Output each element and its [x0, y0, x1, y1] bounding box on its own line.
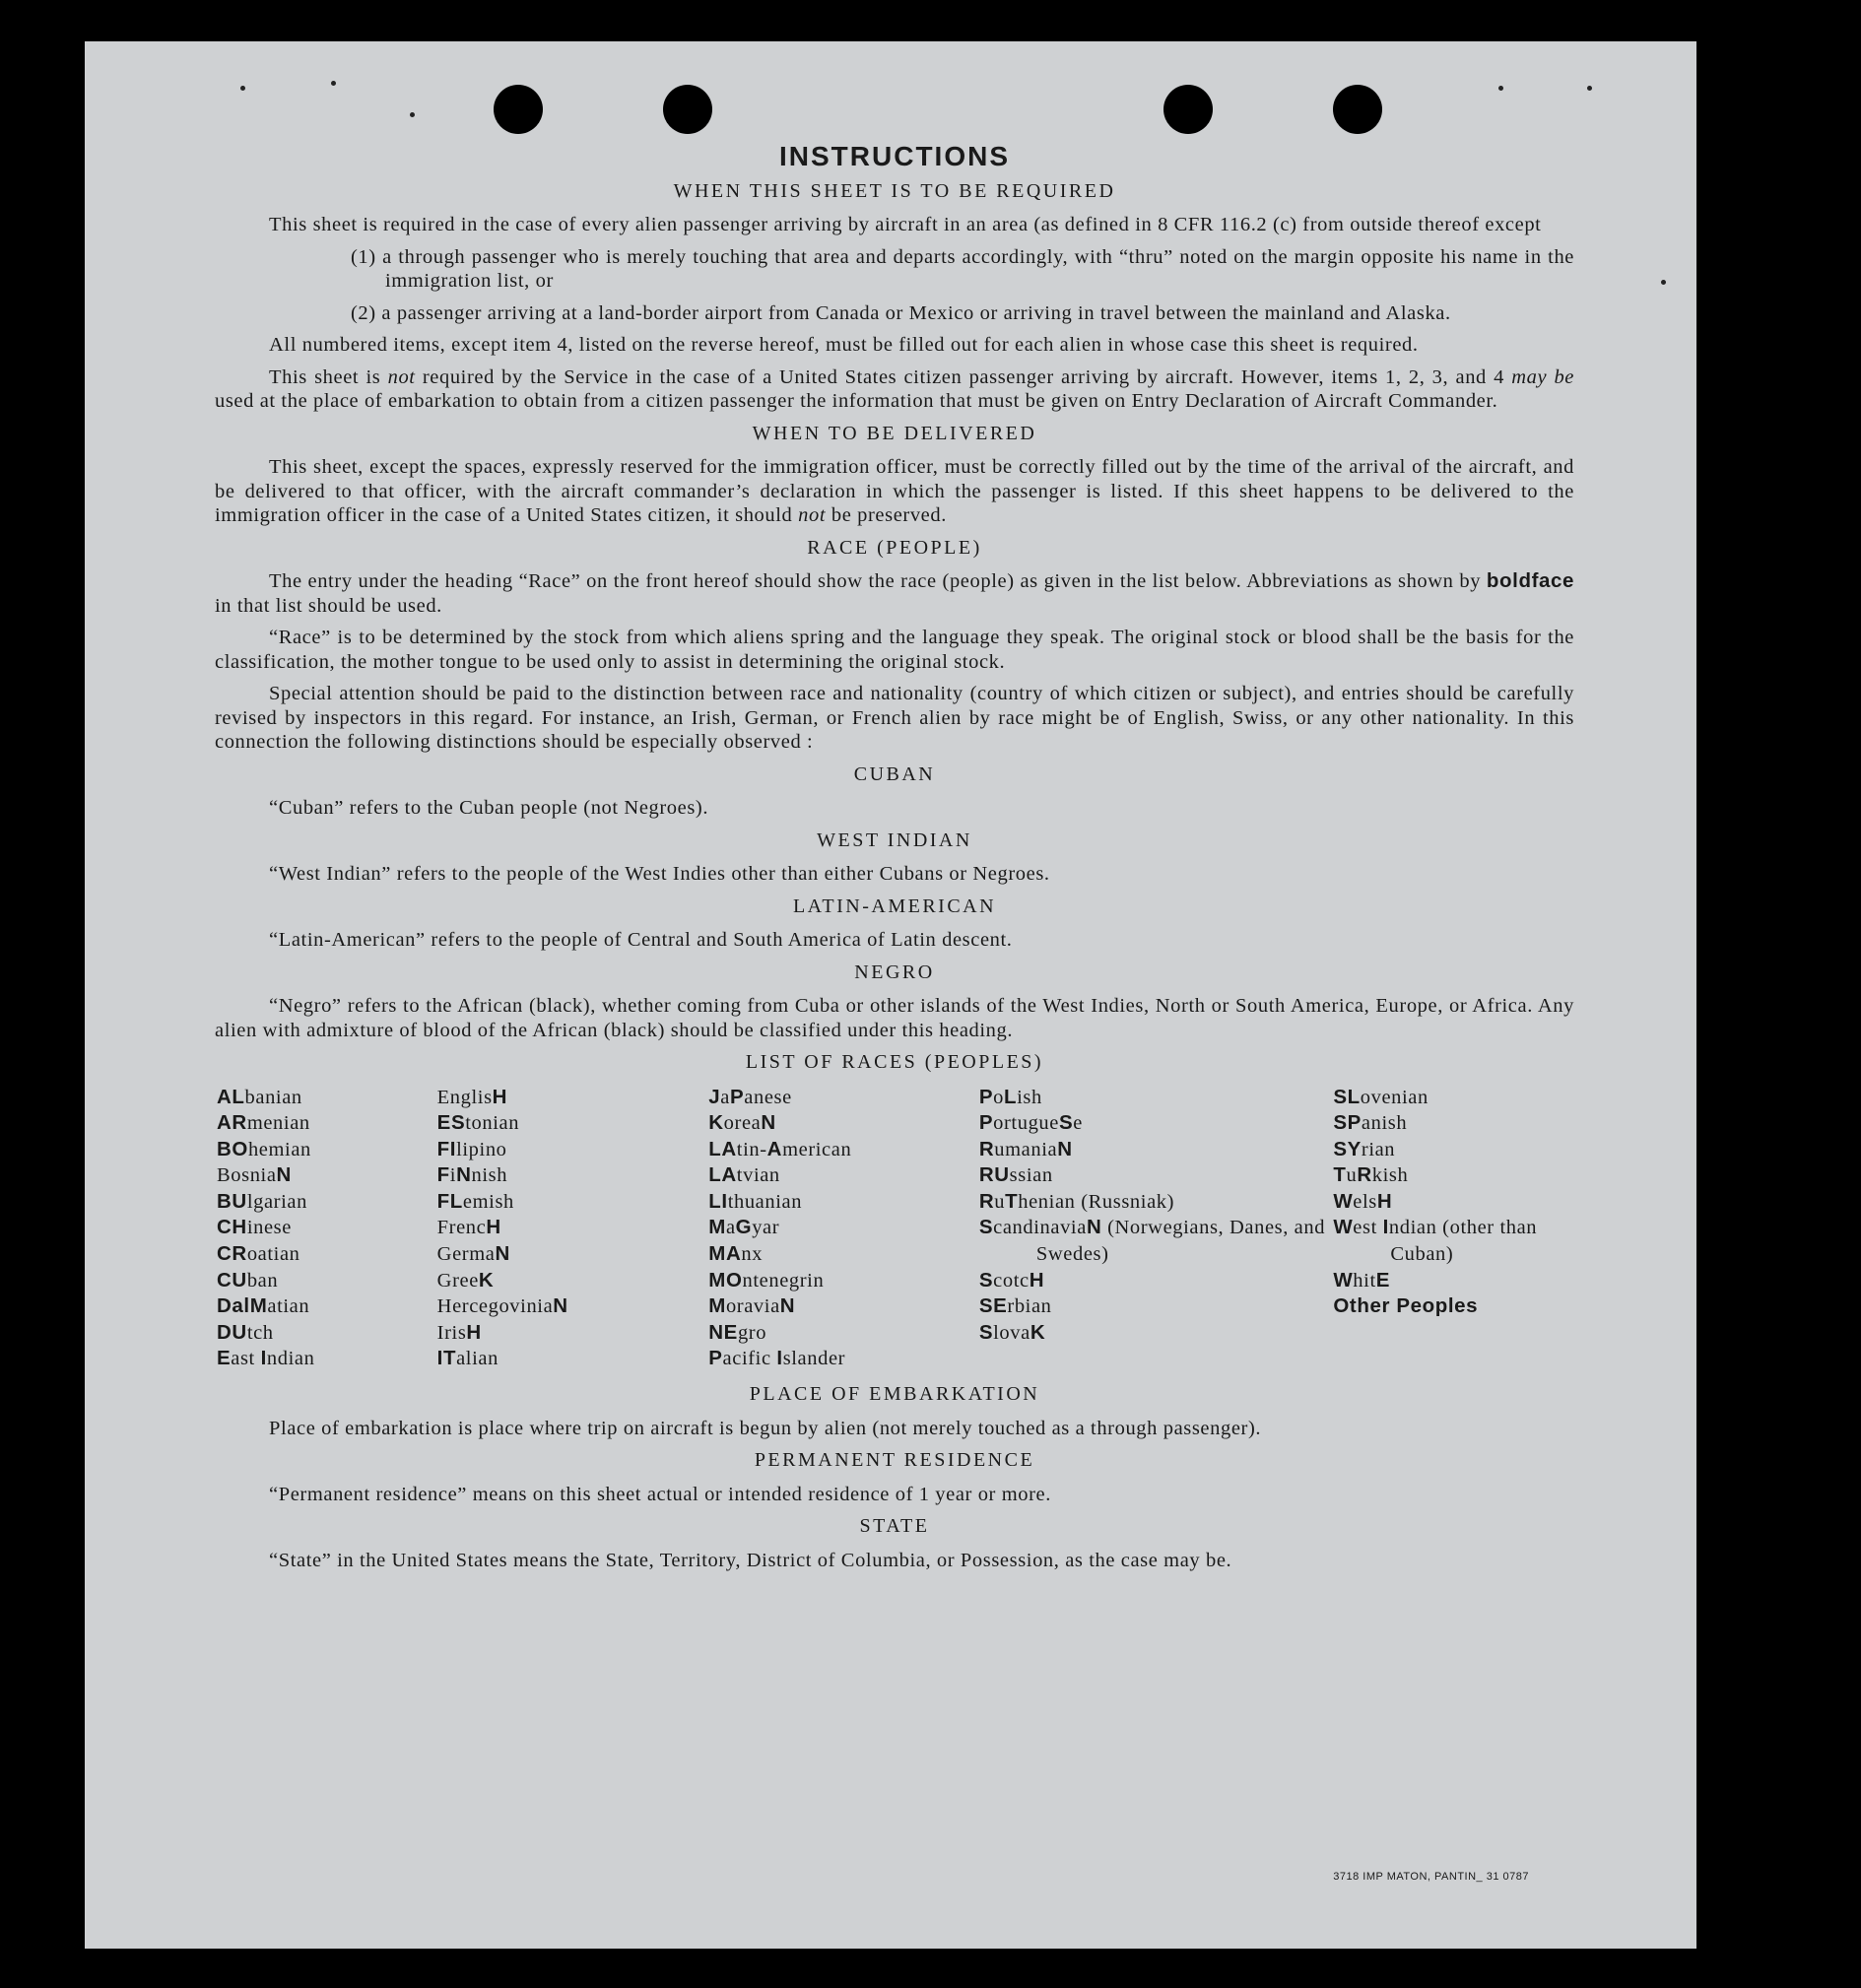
speck	[1661, 280, 1666, 285]
race-text: acific	[722, 1348, 777, 1370]
race-text: tin-	[736, 1138, 767, 1160]
race-abbrev: T	[1333, 1163, 1347, 1187]
race-entry	[1333, 1085, 1574, 1111]
race-abbrev: IT	[436, 1347, 457, 1370]
race-text: emish	[462, 1190, 514, 1213]
race-text: Frenc	[436, 1217, 487, 1239]
race-text: ndian	[266, 1348, 315, 1370]
race-abbrev: I	[776, 1347, 783, 1370]
paragraph: This sheet, except the spaces, expressly reserved for the immigration officer, must be correctly filled out by the time of the arrival of the aircraft, and be delivered to that officer, with the aircraft commander’s declaration in which the passenger is listed. If this sheet happens to be delivered to the immigration officer in the case of a United States citizen, it should not be preserved.	[215, 456, 1574, 526]
race-text: henian (Russniak)	[1018, 1190, 1175, 1213]
race-entry	[217, 1189, 437, 1216]
race-text: Hercegovinia	[436, 1295, 554, 1318]
race-text: kish	[1371, 1164, 1409, 1187]
race-abbrev: M	[708, 1294, 726, 1318]
emphasis: not	[387, 365, 416, 388]
race-text: yar	[752, 1217, 780, 1239]
race-text: nish	[471, 1164, 508, 1187]
race-entry	[979, 1215, 1333, 1267]
race-abbrev: R	[1357, 1163, 1372, 1187]
race-text: oatian	[246, 1243, 300, 1266]
race-text: alian	[456, 1348, 498, 1370]
race-abbrev: Dal	[217, 1294, 250, 1318]
race-text: (Norwegians, Danes, and Swedes)	[1035, 1217, 1326, 1266]
races-list	[217, 1085, 1574, 1373]
race-abbrev: MA	[708, 1242, 742, 1266]
race-entry	[437, 1162, 709, 1189]
heading-race: RACE (PEOPLE)	[807, 536, 982, 559]
race-entry	[437, 1293, 709, 1320]
race-abbrev: SL	[1333, 1085, 1361, 1108]
heading-negro: NEGRO	[854, 961, 935, 983]
heading-when-delivered: WHEN TO BE DELIVERED	[752, 422, 1037, 444]
heading-cuban: CUBAN	[853, 762, 936, 785]
race-abbrev: L	[1004, 1085, 1018, 1108]
race-abbrev: G	[735, 1216, 753, 1239]
race-text: rian	[1361, 1138, 1396, 1160]
heading-permanent-residence: PERMANENT RESIDENCE	[754, 1449, 1035, 1472]
race-abbrev: N	[1086, 1216, 1102, 1239]
race-abbrev: R	[978, 1189, 995, 1213]
races-column	[217, 1085, 437, 1373]
race-text: hemian	[247, 1138, 311, 1160]
race-abbrev: H	[1376, 1189, 1393, 1213]
exception-item: (2) a passenger arriving at a land-border airport from Canada or Mexico or arriving in travel between the mainland and Alaska.	[351, 301, 1451, 324]
race-entry	[708, 1215, 979, 1241]
race-abbrev: P	[978, 1111, 994, 1135]
race-text: oravia	[725, 1295, 780, 1318]
race-abbrev: W	[1333, 1189, 1354, 1213]
race-text: ortugue	[993, 1112, 1059, 1135]
race-text: u	[1346, 1164, 1358, 1187]
race-text: thuanian	[727, 1190, 803, 1213]
race-entry	[437, 1241, 709, 1268]
race-entry	[708, 1320, 979, 1347]
race-text: a	[725, 1217, 736, 1239]
race-text: anese	[744, 1086, 792, 1108]
race-text: lipino	[456, 1138, 507, 1160]
race-entry	[708, 1137, 979, 1163]
race-text: candinavia	[993, 1217, 1087, 1239]
race-entry	[979, 1189, 1333, 1216]
race-entry	[437, 1215, 709, 1241]
race-text: o	[993, 1086, 1004, 1108]
race-abbrev: CH	[217, 1216, 247, 1239]
race-abbrev: N	[779, 1294, 796, 1318]
race-text: ssian	[1009, 1164, 1053, 1187]
race-abbrev: FI	[436, 1137, 457, 1160]
race-entry	[217, 1162, 437, 1189]
race-text: ovenian	[1360, 1086, 1429, 1108]
race-abbrev: N	[1057, 1137, 1073, 1160]
race-entry	[708, 1293, 979, 1320]
race-abbrev: Other Peoples	[1333, 1294, 1479, 1318]
race-abbrev: LA	[708, 1137, 737, 1160]
race-text: ish	[1017, 1086, 1042, 1108]
race-abbrev: SE	[978, 1294, 1008, 1318]
race-abbrev: I	[260, 1347, 267, 1370]
race-text: Gree	[436, 1269, 479, 1292]
race-abbrev: DU	[217, 1320, 247, 1344]
heading-west-indian: WEST INDIAN	[817, 828, 972, 851]
paragraph: This sheet is not required by the Service in the case of a United States citizen passenger arriving by aircraft. However, items 1, 2, 3, and 4 may be used at the place of embarkation to obtain from a citizen passenger the information that must be given on Entry Declaration of Aircraft Commander.	[215, 365, 1575, 412]
race-text: tch	[246, 1321, 274, 1344]
race-entry	[979, 1085, 1333, 1111]
race-text: lova	[993, 1321, 1030, 1344]
race-abbrev: N	[553, 1294, 568, 1318]
document-sheet	[85, 41, 1696, 1949]
race-abbrev: T	[1005, 1189, 1019, 1213]
race-text: u	[994, 1190, 1006, 1213]
heading-list-of-races: LIST OF RACES (PEOPLES)	[745, 1051, 1044, 1073]
race-abbrev: BO	[217, 1137, 248, 1160]
race-abbrev: SY	[1333, 1137, 1362, 1160]
race-abbrev: I	[1382, 1216, 1389, 1239]
heading-latin-american: LATIN-AMERICAN	[792, 895, 997, 917]
race-entry	[437, 1110, 709, 1137]
race-entry	[708, 1189, 979, 1216]
race-text: hit	[1353, 1269, 1376, 1292]
race-abbrev: MO	[708, 1268, 743, 1292]
race-text: tonian	[465, 1112, 520, 1135]
race-abbrev: LI	[708, 1189, 728, 1213]
race-abbrev: M	[249, 1294, 268, 1318]
race-entry	[708, 1268, 979, 1294]
race-abbrev: SP	[1333, 1111, 1362, 1135]
paragraph: “Permanent residence” means on this sheet actual or intended residence of 1 year or more.	[269, 1483, 1051, 1505]
race-entry	[708, 1346, 979, 1372]
race-text: Englis	[436, 1086, 493, 1108]
race-entry	[437, 1137, 709, 1163]
race-abbrev: P	[708, 1347, 723, 1370]
race-text: banian	[244, 1086, 302, 1108]
race-entry	[1333, 1137, 1574, 1163]
paragraph: “State” in the United States means the State, Territory, District of Columbia, or Possession, as the case may be.	[269, 1549, 1232, 1571]
race-abbrev: H	[486, 1216, 501, 1239]
race-entry	[1333, 1293, 1574, 1320]
race-entry	[708, 1241, 979, 1268]
race-entry	[217, 1268, 437, 1294]
race-entry	[979, 1162, 1333, 1189]
speck	[1587, 86, 1592, 91]
race-text: est	[1353, 1217, 1383, 1239]
boldface-word: boldface	[1486, 569, 1574, 592]
race-entry	[217, 1215, 437, 1241]
race-abbrev: BU	[217, 1189, 247, 1213]
race-entry	[217, 1137, 437, 1163]
race-text: ntenegrin	[742, 1269, 825, 1292]
paragraph: “Cuban” refers to the Cuban people (not Negroes).	[269, 797, 709, 819]
race-abbrev: F	[436, 1163, 450, 1187]
race-text: ban	[246, 1269, 279, 1292]
race-text: tvian	[736, 1164, 780, 1187]
race-text: merican	[782, 1138, 852, 1160]
race-text: rbian	[1007, 1295, 1052, 1318]
race-entry	[979, 1320, 1333, 1347]
heading-when-required: WHEN THIS SHEET IS TO BE REQUIRED	[673, 179, 1116, 202]
race-entry	[437, 1320, 709, 1347]
race-entry	[217, 1293, 437, 1320]
race-abbrev: K	[1030, 1320, 1046, 1344]
race-entry	[1333, 1268, 1574, 1294]
race-text: nx	[741, 1243, 764, 1266]
race-abbrev: J	[708, 1085, 721, 1108]
race-abbrev: M	[708, 1216, 726, 1239]
page-title: INSTRUCTIONS	[779, 141, 1010, 171]
race-abbrev: LA	[708, 1163, 737, 1187]
race-abbrev: AL	[217, 1085, 245, 1108]
paragraph: “Race” is to be determined by the stock from which aliens spring and the language they speak. The original stock or blood shall be the basis for the classification, the mother tongue to be used only to assist in determining the original stock.	[215, 627, 1574, 673]
race-abbrev: FL	[436, 1189, 463, 1213]
race-abbrev: A	[766, 1137, 783, 1160]
race-entry	[217, 1085, 437, 1111]
race-abbrev: AR	[217, 1111, 247, 1135]
race-abbrev: K	[478, 1268, 495, 1292]
race-entry	[708, 1085, 979, 1111]
race-abbrev: ES	[436, 1111, 466, 1135]
race-text: Iris	[436, 1321, 467, 1344]
race-text: ast	[231, 1348, 261, 1370]
races-column	[708, 1085, 979, 1373]
race-entry	[437, 1085, 709, 1111]
race-entry	[979, 1293, 1333, 1320]
race-text: ndian (other than Cuban)	[1388, 1217, 1538, 1266]
race-abbrev: H	[466, 1320, 482, 1344]
instructions-content	[215, 81, 1574, 1580]
emphasis: not	[798, 504, 827, 526]
race-entry	[1333, 1110, 1574, 1137]
race-entry	[437, 1346, 709, 1372]
race-text: anish	[1361, 1112, 1408, 1135]
race-entry	[979, 1137, 1333, 1163]
paragraph: The entry under the heading “Race” on the front hereof should show the race (people) as given in the list below. Abbreviations as shown by boldface in that list should be used.	[215, 569, 1574, 617]
race-entry	[217, 1110, 437, 1137]
race-abbrev: E	[1375, 1268, 1391, 1292]
race-abbrev: H	[492, 1085, 508, 1108]
race-abbrev: S	[978, 1320, 994, 1344]
race-abbrev: P	[729, 1085, 745, 1108]
heading-place-of-embarkation: PLACE OF EMBARKATION	[749, 1383, 1040, 1406]
race-text: menian	[246, 1112, 310, 1135]
race-abbrev: CR	[217, 1242, 247, 1266]
race-abbrev: R	[978, 1137, 995, 1160]
race-entry	[1333, 1215, 1574, 1267]
race-abbrev: K	[708, 1111, 724, 1135]
paragraph: All numbered items, except item 4, listed on the reverse hereof, must be filled out for each alien in whose case this sheet is required.	[269, 334, 1419, 356]
race-abbrev: E	[217, 1347, 232, 1370]
race-text: Germa	[436, 1243, 496, 1266]
emphasis: may be	[1511, 365, 1575, 388]
race-text: orea	[723, 1112, 762, 1135]
race-text: e	[1073, 1112, 1083, 1135]
paragraph: Place of embarkation is place where trip on aircraft is begun by alien (not merely touched as a through passenger).	[269, 1417, 1262, 1439]
race-abbrev: N	[495, 1242, 510, 1266]
race-entry	[1333, 1189, 1574, 1216]
race-entry	[708, 1162, 979, 1189]
race-abbrev: CU	[217, 1268, 247, 1292]
race-abbrev: H	[1029, 1268, 1045, 1292]
race-abbrev: W	[1333, 1268, 1354, 1292]
race-abbrev: S	[978, 1268, 994, 1292]
exception-item: (1) a through passenger who is merely touching that area and departs accordingly, with “thru” noted on the margin opposite his name in the immigration list, or	[351, 245, 1574, 292]
race-abbrev: P	[978, 1085, 994, 1108]
race-abbrev: W	[1333, 1216, 1354, 1239]
races-column	[979, 1085, 1333, 1373]
race-text: lgarian	[246, 1190, 307, 1213]
race-abbrev: S	[1058, 1111, 1074, 1135]
race-entry	[217, 1346, 437, 1372]
race-abbrev: N	[276, 1163, 292, 1187]
race-entry	[708, 1110, 979, 1137]
race-entry	[217, 1241, 437, 1268]
printer-mark: 3718 IMP MATON, PANTIN_ 31 0787	[1333, 1871, 1529, 1883]
race-text: i	[449, 1164, 457, 1187]
paragraph: Special attention should be paid to the distinction between race and nationality (country of which citizen or subject), and entries should be carefully revised by inspectors in this regard. For instance, an Irish, German, or French alien by race might be of English, Swiss, or any other nationality. In this connection the following distinctions should be especially observed :	[215, 683, 1574, 753]
race-entry	[217, 1320, 437, 1347]
race-text: a	[720, 1086, 730, 1108]
race-entry	[979, 1268, 1333, 1294]
race-entry	[979, 1110, 1333, 1137]
race-abbrev: S	[978, 1216, 994, 1239]
race-abbrev: RU	[978, 1163, 1010, 1187]
paragraph: “West Indian” refers to the people of the West Indies other than either Cubans or Negroes.	[269, 863, 1050, 885]
race-text: inese	[246, 1217, 292, 1239]
races-column	[437, 1085, 709, 1373]
race-text: Bosnia	[217, 1164, 277, 1187]
heading-state: STATE	[859, 1515, 930, 1538]
race-entry	[437, 1268, 709, 1294]
race-entry	[1333, 1162, 1574, 1189]
race-text: atian	[267, 1295, 310, 1318]
paragraph: “Latin-American” refers to the people of Central and South America of Latin descent.	[269, 929, 1013, 951]
race-text: cotc	[993, 1269, 1030, 1292]
race-text: umania	[994, 1138, 1058, 1160]
races-column	[1333, 1085, 1574, 1373]
paragraph: This sheet is required in the case of every alien passenger arriving by aircraft in an area (as defined in 8 CFR 116.2 (c) from outside thereof except	[269, 214, 1542, 235]
race-text: gro	[737, 1321, 767, 1344]
race-text: els	[1353, 1190, 1377, 1213]
race-abbrev: N	[456, 1163, 472, 1187]
race-abbrev: NE	[708, 1320, 738, 1344]
paragraph: “Negro” refers to the African (black), whether coming from Cuba or other islands of the West Indies, North or South America, Europe, or Africa. Any alien with admixture of blood of the African (black) should be classified under this heading.	[215, 995, 1574, 1041]
race-entry	[437, 1189, 709, 1216]
race-abbrev: N	[761, 1111, 776, 1135]
race-text: slander	[782, 1348, 846, 1370]
